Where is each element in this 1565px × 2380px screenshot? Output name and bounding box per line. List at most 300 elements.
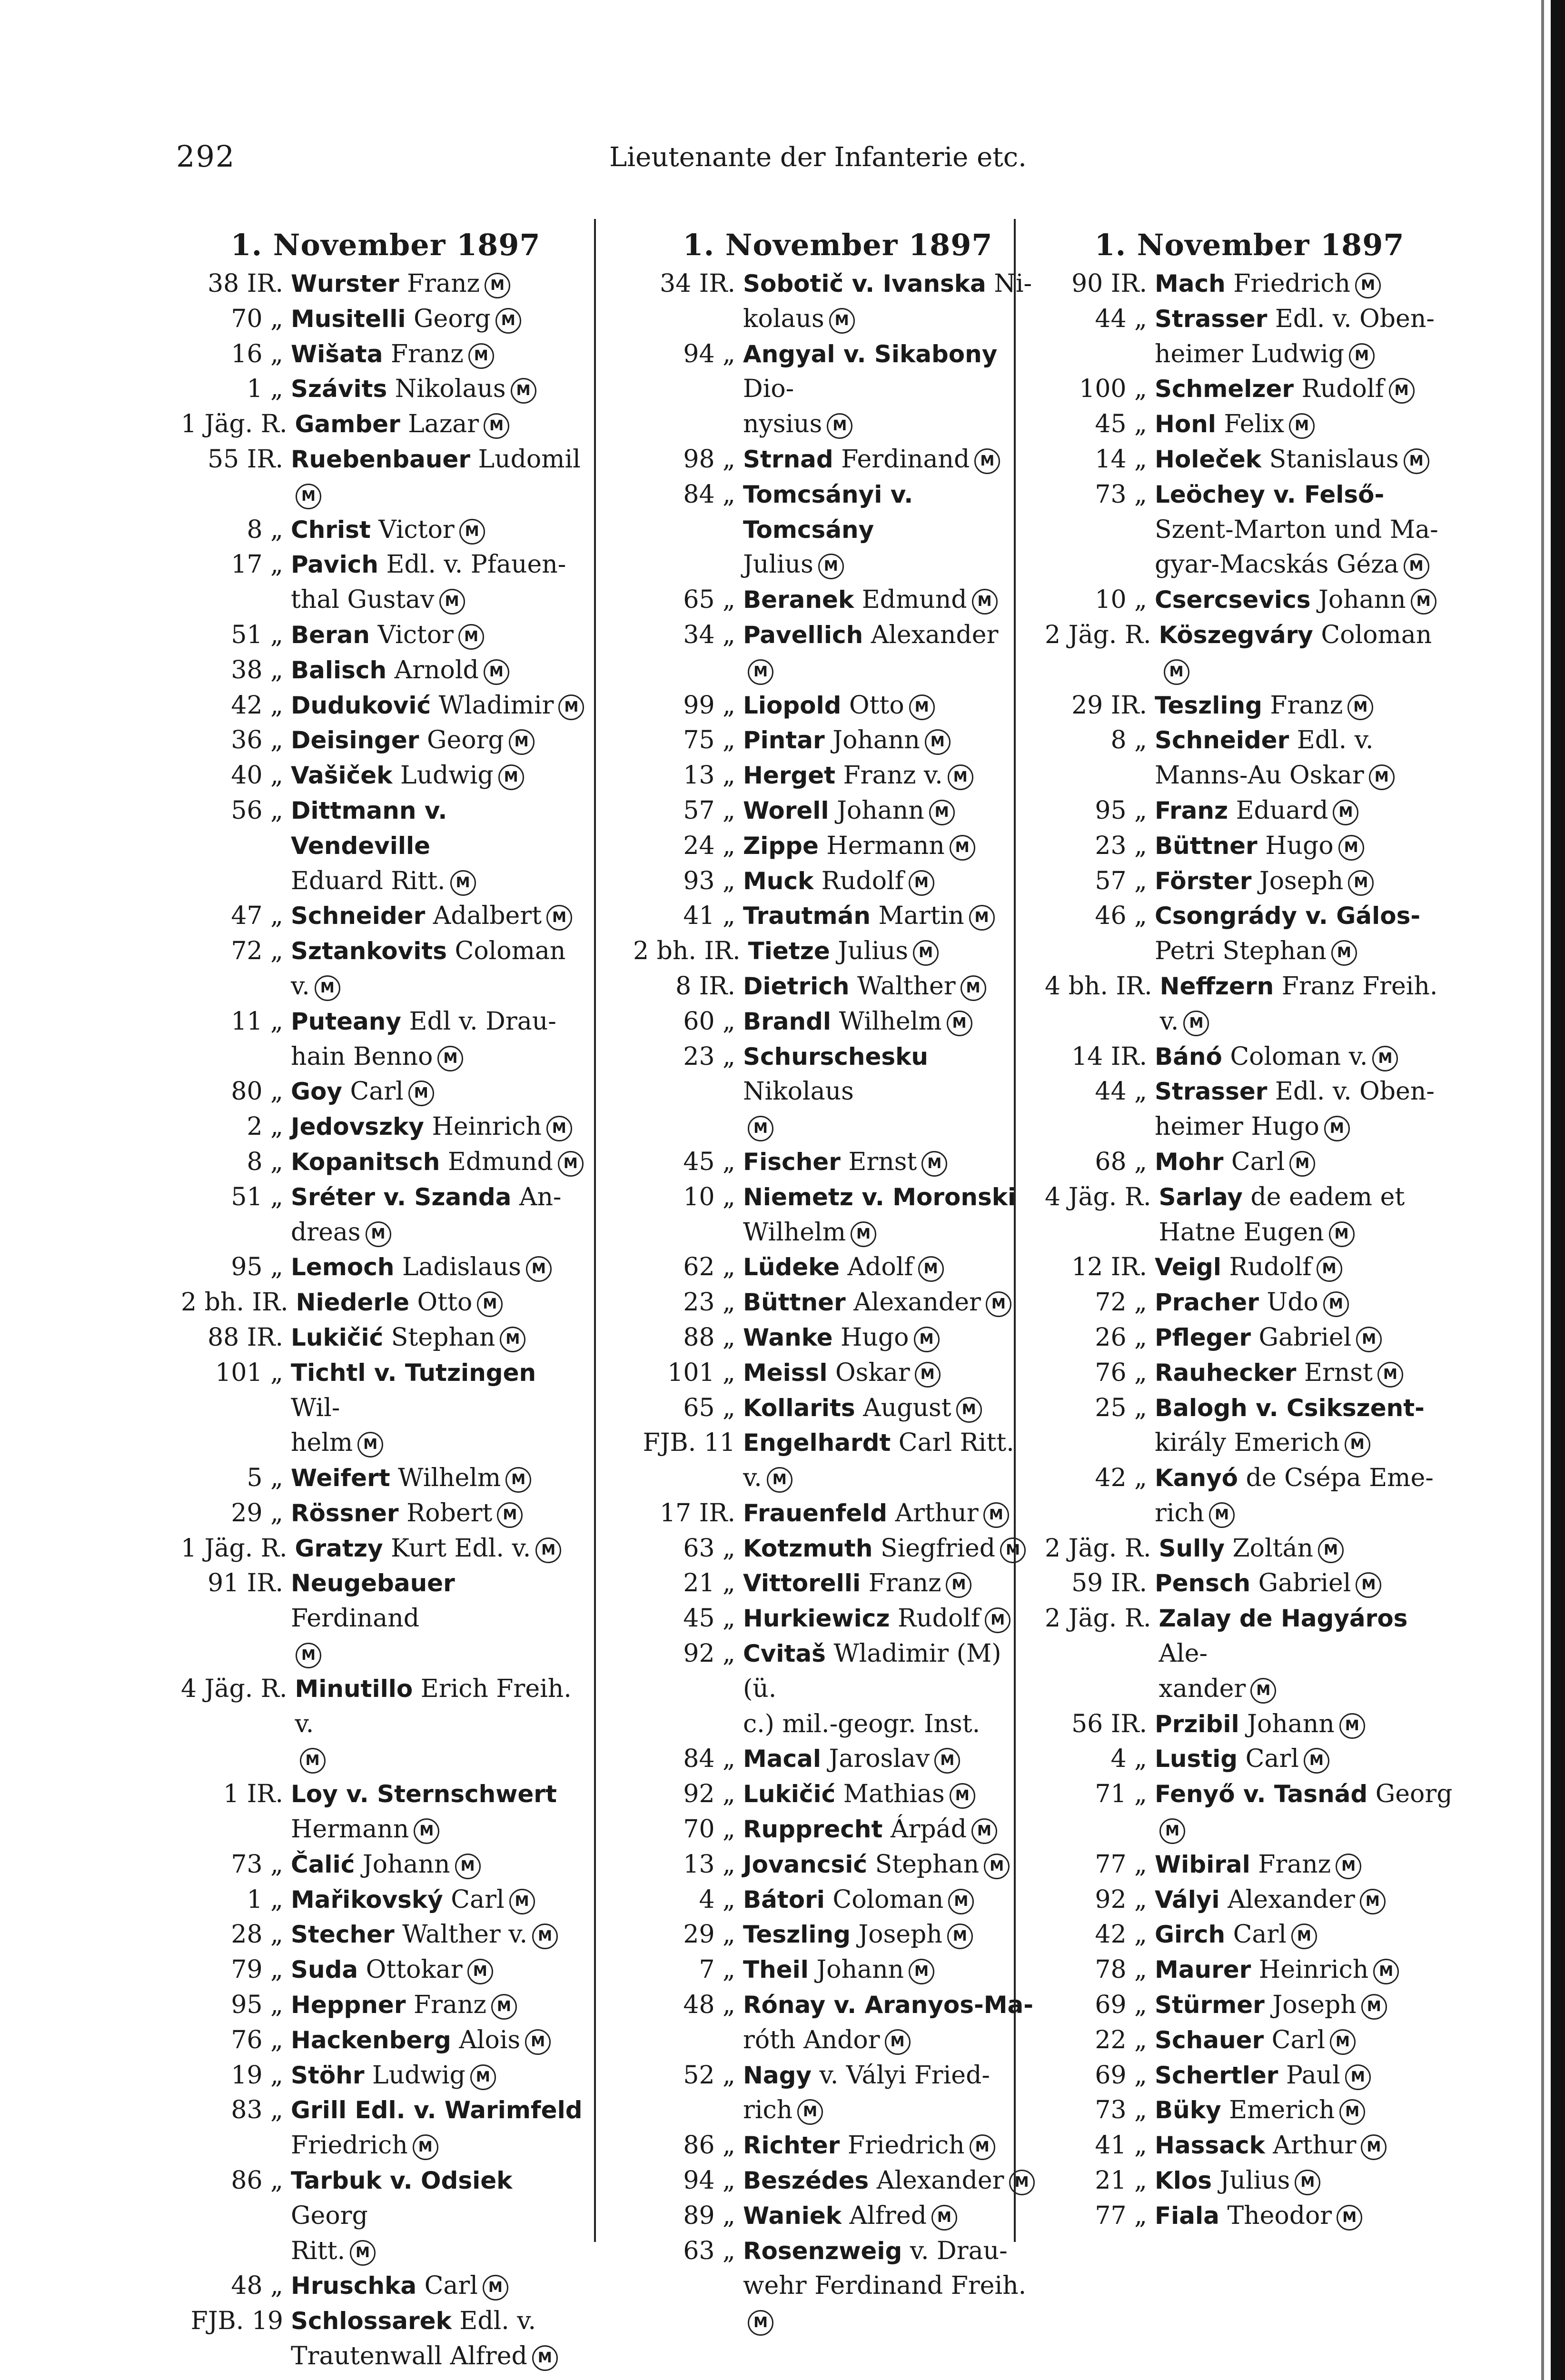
officer-name	[291, 1356, 590, 1461]
given-name: Carl	[416, 2271, 478, 2301]
list-item	[181, 2304, 590, 2374]
surname: Goy	[291, 1078, 342, 1106]
list-item	[181, 2163, 590, 2269]
officer-name	[295, 1672, 591, 1777]
officer-name	[291, 1883, 590, 1918]
list-item	[181, 1110, 590, 1145]
given-name: Edl. v. Trautenwall Alfred	[291, 2307, 536, 2371]
given-name: Stephan	[383, 1323, 495, 1352]
surname: Gratzy	[295, 1534, 383, 1562]
unit-label: 101 „	[667, 1358, 735, 1387]
list-item	[1045, 793, 1454, 829]
circled-m-icon: M	[909, 1959, 934, 1984]
column-heading: 1. November 1897	[230, 228, 541, 262]
surname: Angyal v. Sikabony	[743, 340, 998, 368]
officer-name	[743, 1636, 1042, 1742]
unit-label: 26 „	[1095, 1323, 1147, 1352]
list-item	[633, 2163, 1042, 2199]
list-item	[633, 2199, 1042, 2234]
unit-label: 48 „	[231, 2271, 283, 2301]
circled-m-icon: M	[439, 589, 465, 615]
list-item	[633, 688, 1042, 724]
surname: Pracher	[1155, 1289, 1259, 1317]
unit-label: 29 „	[231, 1498, 283, 1527]
list-item	[1045, 442, 1454, 477]
surname: Lukičić	[743, 1780, 836, 1808]
circled-m-icon: M	[1355, 273, 1381, 298]
officer-name	[295, 407, 591, 442]
given-name: Paul	[1278, 2061, 1340, 2090]
unit-label: 24 „	[683, 831, 735, 860]
officer-name	[743, 477, 1042, 583]
given-name: Georg Ritt.	[291, 2201, 368, 2265]
surname: Balogh v. Csikszent-	[1155, 1394, 1425, 1422]
officer-name	[1155, 1988, 1454, 2023]
unit-label: 40 „	[231, 761, 283, 790]
circled-m-icon: M	[459, 519, 485, 545]
column-heading: 1. November 1897	[1094, 228, 1405, 262]
given-name: Alois	[451, 2025, 521, 2054]
surname: Lustig	[1155, 1745, 1238, 1773]
list-item	[1045, 864, 1454, 899]
officer-name	[1155, 302, 1454, 372]
given-name: Walther v.	[394, 1920, 528, 1949]
surname: Beran	[291, 621, 370, 649]
list-item	[181, 723, 590, 758]
page-edge-line	[1541, 0, 1544, 2380]
list-item	[181, 1074, 590, 1110]
given-name: Gabriel	[1250, 1569, 1351, 1598]
given-name: Georg	[1375, 1780, 1453, 1809]
officer-name	[291, 2058, 590, 2093]
list-item	[1045, 1180, 1454, 1250]
officer-name	[291, 793, 590, 899]
circled-m-icon: M	[491, 1994, 517, 2020]
unit-label: 25 „	[1095, 1393, 1147, 1422]
list-item	[1045, 2199, 1454, 2234]
surname: Teszling	[743, 1921, 851, 1949]
unit-label: 65 „	[683, 1393, 735, 1422]
officer-name	[743, 899, 1042, 934]
unit-label: 86 „	[231, 2166, 283, 2195]
list-item	[181, 1777, 590, 1847]
given-name: Joseph	[1264, 1991, 1357, 2020]
officer-name	[1155, 583, 1454, 618]
surname: Schneider	[291, 902, 426, 930]
circled-m-icon: M	[532, 2345, 558, 2371]
circled-m-icon: M	[408, 1081, 434, 1106]
unit-label: 7 „	[699, 1955, 735, 1984]
given-name: Coloman v.	[1222, 1042, 1368, 1071]
unit-label: 17 IR.	[660, 1498, 735, 1527]
given-name: Adolf	[839, 1253, 913, 1282]
list-item	[181, 2093, 590, 2163]
circled-m-icon: M	[1345, 2064, 1371, 2090]
list-item	[633, 1004, 1042, 1040]
circled-m-icon: M	[296, 484, 321, 509]
list-item	[181, 653, 590, 688]
surname: Sarlay	[1159, 1183, 1243, 1211]
unit-label: 29 „	[683, 1920, 735, 1949]
officer-name	[291, 513, 590, 548]
list-item	[181, 899, 590, 934]
list-item	[633, 1426, 1042, 1496]
unit-label: 52 „	[683, 2061, 735, 2090]
given-name: Franz	[406, 1991, 486, 2020]
circled-m-icon: M	[1317, 1256, 1342, 1282]
officer-name	[291, 899, 590, 934]
circled-m-icon: M	[925, 729, 951, 755]
given-name: Martin	[870, 902, 964, 931]
officer-name	[743, 1777, 1042, 1812]
list-item	[633, 1320, 1042, 1356]
unit-label: 19 „	[231, 2061, 283, 2090]
surname: Kotzmuth	[743, 1534, 873, 1562]
given-name: Rudolf	[1221, 1253, 1312, 1282]
unit-label: 100 „	[1079, 375, 1147, 404]
given-name: Mathias	[835, 1780, 945, 1809]
given-name: Franz	[861, 1569, 941, 1598]
list-item	[633, 583, 1042, 618]
surname: Csongrády v. Gálos-	[1155, 902, 1421, 930]
list-item	[181, 1953, 590, 1988]
given-name: Ludwig	[364, 2061, 466, 2090]
list-item	[1045, 1285, 1454, 1320]
officer-name	[743, 1320, 1042, 1356]
circled-m-icon: M	[1369, 764, 1395, 790]
circled-m-icon: M	[829, 308, 855, 334]
officer-name	[743, 1426, 1042, 1496]
given-name: Joseph	[1251, 866, 1344, 895]
officer-name	[291, 1250, 590, 1285]
surname: Zippe	[743, 832, 819, 860]
officer-name	[743, 1883, 1042, 1918]
unit-label: 69 „	[1095, 2061, 1147, 2090]
unit-label: 36 „	[231, 726, 283, 755]
list-item	[633, 1601, 1042, 1636]
surname: Franz	[1155, 796, 1228, 824]
unit-label: 83 „	[231, 2096, 283, 2125]
unit-label: 93 „	[683, 866, 735, 895]
circled-m-icon: M	[914, 1327, 940, 1352]
circled-m-icon: M	[1164, 659, 1189, 685]
given-name: Wladimir (M) (ü. c.) mil.-geogr. Inst.	[743, 1639, 1001, 1738]
surname: Gamber	[295, 410, 400, 438]
given-name: Johann	[829, 796, 924, 825]
circled-m-icon: M	[484, 413, 509, 439]
officer-name	[1155, 1461, 1454, 1531]
list-item	[633, 829, 1042, 864]
surname: Schurschesku	[743, 1042, 929, 1071]
unit-label: 57 „	[1095, 866, 1147, 895]
list-item	[633, 1812, 1042, 1847]
surname: Stöhr	[291, 2061, 365, 2089]
unit-label: 76 „	[1095, 1358, 1147, 1387]
list-item	[1045, 1742, 1454, 1777]
given-name: Edl. v. Manns-Au Oskar	[1155, 726, 1374, 790]
circled-m-icon: M	[956, 1397, 982, 1423]
officer-name	[291, 1496, 590, 1531]
circled-m-icon: M	[483, 2275, 508, 2301]
surname: Jovancsić	[743, 1850, 868, 1878]
surname: Theil	[743, 1956, 809, 1984]
officer-name	[743, 1250, 1042, 1285]
officer-name	[1155, 864, 1454, 899]
surname: Waniek	[743, 2202, 842, 2230]
circled-m-icon: M	[1349, 343, 1375, 369]
list-item	[1045, 1391, 1454, 1461]
surname: Bánó	[1155, 1042, 1222, 1071]
circled-m-icon: M	[315, 975, 340, 1001]
unit-label: 4 Jäg. R.	[1045, 1182, 1151, 1211]
officer-name	[743, 793, 1042, 829]
surname: Stürmer	[1155, 1991, 1265, 2019]
given-name: Edl. v. Oben- heimer Ludwig	[1155, 304, 1435, 368]
unit-label: 38 „	[231, 655, 283, 684]
officer-name	[1155, 1566, 1454, 1601]
unit-label: 91 IR.	[208, 1569, 283, 1598]
surname: Lüdeke	[743, 1253, 840, 1281]
given-name: Oskar	[827, 1358, 910, 1387]
surname: Duduković	[291, 691, 431, 719]
given-name: Dio- nysius	[743, 375, 822, 439]
circled-m-icon: M	[1333, 800, 1358, 825]
given-name: Zoltán	[1224, 1534, 1313, 1563]
given-name: Ferdinand	[833, 445, 970, 474]
unit-label: 51 „	[231, 620, 283, 649]
given-name: Julius	[743, 550, 813, 579]
surname: Dietrich	[743, 972, 850, 1000]
running-head: Lieutenante der Infanterie etc.	[609, 142, 1027, 173]
list-item	[633, 477, 1042, 583]
given-name: Carl	[443, 1885, 505, 1914]
unit-label: 2 „	[247, 1112, 283, 1141]
officer-name	[743, 2199, 1042, 2234]
circled-m-icon: M	[1356, 1327, 1382, 1352]
circled-m-icon: M	[1404, 554, 1429, 579]
unit-label: 70 „	[231, 304, 283, 333]
circled-m-icon: M	[909, 694, 935, 720]
circled-m-icon: M	[1291, 1924, 1317, 1949]
circled-m-icon: M	[748, 1116, 773, 1141]
column-heading: 1. November 1897	[683, 228, 993, 262]
list-item	[181, 1250, 590, 1285]
given-name: Otto	[409, 1288, 473, 1317]
officer-name	[743, 758, 1042, 793]
unit-label: 4 bh. IR.	[1045, 972, 1152, 1001]
list-item	[1045, 1074, 1454, 1145]
surname: Neugebauer	[291, 1569, 455, 1597]
given-name: Heinrich	[424, 1112, 542, 1141]
officer-name	[1159, 1601, 1455, 1706]
officer-name	[291, 2269, 590, 2304]
surname: Richter	[743, 2132, 840, 2160]
unit-label: 23 „	[683, 1042, 735, 1071]
given-name: Alexander	[871, 620, 999, 649]
list-item	[181, 1496, 590, 1531]
list-item	[633, 723, 1042, 758]
officer-name	[1155, 2128, 1454, 2163]
unit-label: 12 IR.	[1071, 1253, 1147, 1282]
given-name: Felix	[1216, 410, 1285, 439]
officer-name	[1155, 829, 1454, 864]
circled-m-icon: M	[1360, 1889, 1386, 1914]
officer-name	[1155, 2199, 1454, 2234]
list-item	[1045, 1250, 1454, 1285]
given-name: v. Drau- wehr Ferdinand Freih.	[743, 2236, 1027, 2301]
officer-name	[291, 2023, 590, 2058]
unit-label: 13 „	[683, 761, 735, 790]
unit-label: 38 IR.	[208, 269, 283, 298]
given-name: Georg	[419, 726, 504, 755]
circled-m-icon: M	[918, 1256, 944, 1282]
given-name: Ni- kolaus	[743, 269, 1032, 333]
officer-name	[1159, 1531, 1455, 1567]
surname: Schneider	[1155, 726, 1289, 754]
circled-m-icon: M	[467, 1959, 493, 1984]
given-name: Siegfried	[872, 1534, 996, 1563]
list-item	[633, 1250, 1042, 1285]
surname: Lemoch	[291, 1253, 395, 1281]
circled-m-icon: M	[985, 1607, 1010, 1633]
circled-m-icon: M	[484, 659, 509, 685]
circled-m-icon: M	[455, 1854, 481, 1879]
surname: Förster	[1155, 867, 1252, 895]
circled-m-icon: M	[532, 1924, 558, 1949]
surname: Ruebenbauer	[291, 445, 471, 473]
officer-name	[1155, 793, 1454, 829]
circled-m-icon: M	[950, 835, 975, 861]
unit-label: 34 IR.	[660, 269, 735, 298]
given-name: Johann	[1310, 585, 1406, 615]
unit-label: FJB. 19	[190, 2307, 283, 2336]
surname: Tichtl v. Tutzingen	[291, 1359, 536, 1387]
given-name: Stephan	[867, 1850, 980, 1879]
unit-label: 45 „	[1095, 410, 1147, 439]
circled-m-icon: M	[748, 659, 773, 685]
list-item	[633, 618, 1042, 688]
surname: Pavich	[291, 551, 379, 579]
unit-label: 51 „	[231, 1182, 283, 1211]
given-name: de Csépa Eme- rich	[1155, 1464, 1434, 1527]
given-name: Lazar	[400, 410, 479, 439]
surname: Deisinger	[291, 726, 419, 754]
given-name: Hermann	[291, 1815, 409, 1844]
given-name: Friedrich	[291, 2131, 408, 2160]
list-item	[1045, 1356, 1454, 1391]
officer-name	[1155, 723, 1454, 793]
given-name: Stanislaus	[1261, 445, 1399, 474]
given-name: Ottokar	[358, 1955, 463, 1984]
unit-label: 1 IR.	[223, 1780, 283, 1809]
given-name: Ludomil	[478, 445, 581, 474]
officer-name	[743, 1847, 1042, 1883]
list-item	[1045, 1707, 1454, 1742]
given-name: Walther	[849, 972, 956, 1001]
entry-list	[181, 267, 590, 2374]
officer-name	[1159, 618, 1455, 688]
list-item	[181, 1461, 590, 1496]
surname: Büky	[1155, 2096, 1221, 2124]
given-name: Edmund	[854, 585, 967, 615]
circled-m-icon: M	[1389, 378, 1415, 404]
unit-label: 65 „	[683, 585, 735, 615]
list-item	[1045, 1883, 1454, 1918]
officer-name	[1155, 1250, 1454, 1285]
list-item	[633, 1356, 1042, 1391]
officer-name	[743, 618, 1042, 688]
circled-m-icon: M	[1361, 2134, 1387, 2160]
surname: Frauenfeld	[743, 1499, 888, 1527]
list-item	[633, 864, 1042, 899]
circled-m-icon: M	[986, 1291, 1011, 1317]
given-name: v. Vályi Fried- rich	[743, 2061, 990, 2125]
list-item	[633, 337, 1042, 442]
list-item	[633, 1391, 1042, 1426]
officer-name	[291, 1180, 590, 1250]
list-item	[633, 1742, 1042, 1777]
list-item	[181, 934, 590, 1004]
surname: Klos	[1155, 2167, 1212, 2195]
list-item	[181, 1320, 590, 1356]
given-name: Petri Stephan	[1155, 937, 1327, 966]
officer-name	[291, 1847, 590, 1883]
list-item	[633, 1847, 1042, 1883]
officer-name	[1155, 1320, 1454, 1356]
unit-label: 4 Jäg. R.	[181, 1674, 287, 1703]
officer-name	[291, 1004, 590, 1075]
surname: Holeček	[1155, 445, 1262, 473]
given-name: Hugo	[832, 1323, 909, 1352]
unit-label: 2 bh. IR.	[181, 1288, 288, 1317]
circled-m-icon: M	[1373, 1959, 1399, 1984]
circled-m-icon: M	[1209, 1502, 1235, 1528]
circled-m-icon: M	[1336, 1854, 1361, 1879]
circled-m-icon: M	[296, 1643, 321, 1668]
surname: Hurkiewicz	[743, 1605, 890, 1633]
unit-label: 56 IR.	[1071, 1709, 1147, 1738]
officer-name	[291, 1777, 590, 1847]
officer-name	[1155, 1074, 1454, 1145]
surname: Hackenberg	[291, 2026, 451, 2054]
officer-name	[1155, 1742, 1454, 1777]
circled-m-icon: M	[818, 554, 844, 579]
list-item	[633, 1531, 1042, 1567]
unit-label: 11 „	[231, 1007, 283, 1036]
circled-m-icon: M	[974, 448, 1000, 474]
unit-label: 45 „	[683, 1604, 735, 1633]
circled-m-icon: M	[1361, 1994, 1387, 2020]
officer-name	[291, 337, 590, 372]
given-name: August	[855, 1393, 951, 1422]
given-name: Gabriel	[1250, 1323, 1352, 1352]
unit-label: 56 „	[231, 796, 283, 825]
officer-name	[743, 1953, 1042, 1988]
officer-name	[743, 969, 1042, 1004]
given-name: Udo	[1258, 1288, 1318, 1317]
surname: Pfleger	[1155, 1323, 1251, 1351]
given-name: róth Andor	[743, 2025, 880, 2054]
unit-label: 73 „	[1095, 2096, 1147, 2125]
officer-name	[743, 2163, 1042, 2199]
column-2	[633, 224, 1042, 2339]
given-name: Wladimir	[431, 691, 554, 720]
unit-label: 68 „	[1095, 1147, 1147, 1176]
officer-name	[743, 1988, 1042, 2058]
given-name: Otto	[841, 691, 904, 720]
circled-m-icon: M	[558, 694, 584, 720]
list-item	[181, 267, 590, 302]
